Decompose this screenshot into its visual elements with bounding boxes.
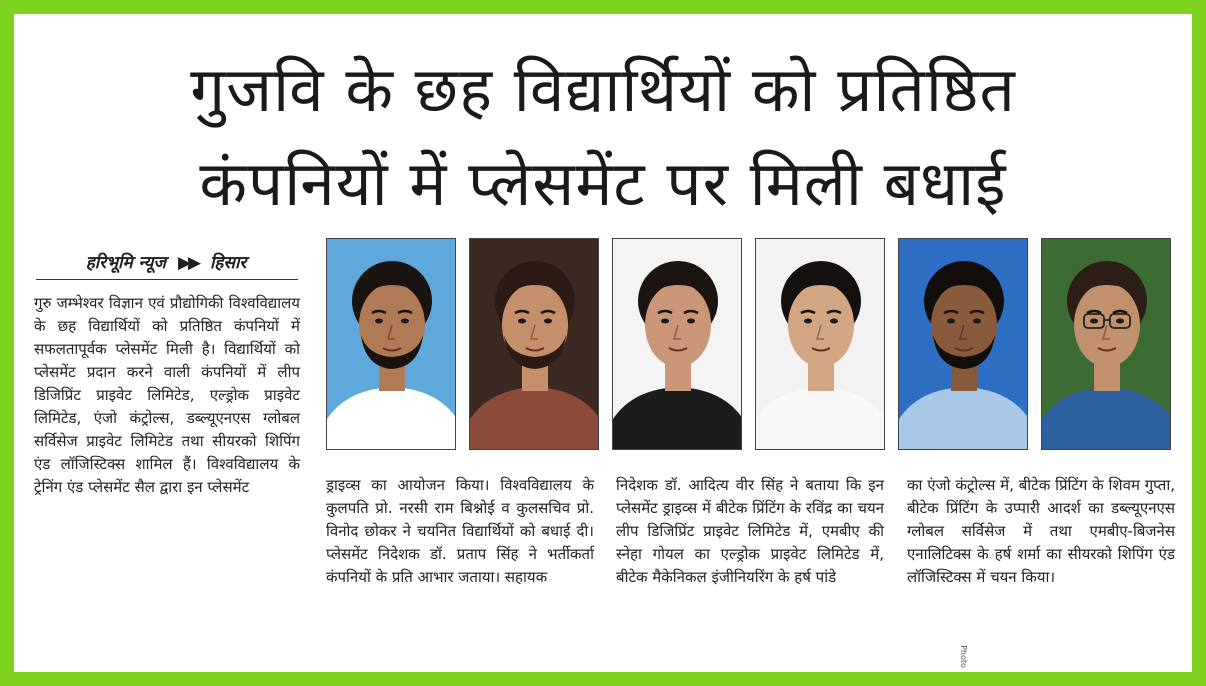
byline-place: हिसार	[210, 253, 247, 273]
byline-source: हरिभूमि न्यूज	[85, 253, 167, 273]
byline-divider	[36, 279, 298, 280]
student-photo-5	[898, 238, 1028, 450]
photo-credit: Photo	[958, 645, 968, 668]
byline	[36, 250, 296, 273]
student-photo-2	[469, 238, 599, 450]
student-photo-4	[755, 238, 885, 450]
article-column-3: निदेशक डॉ. आदित्य वीर सिंह ने बताया कि इन प्लेसमेंट ड्राइव्स में बीटेक प्रिंटिंग के रविंद्र का चयन लीप डिजिप्रिंट प्राइवेट लिमिटेड में, एमबीए की स्नेहा गोयल का एल्ड्रोक प्राइवेट लिमिटेड में, बीटेक मैकेनिकल इंजीनियरिंग के हर्ष पांडे	[616, 476, 884, 586]
student-photo-1	[326, 238, 456, 450]
article-column-1: गुरु जम्भेश्वर विज्ञान एवं प्रौद्योगिकी विश्वविद्यालय के छह विद्यार्थियों को प्रतिष्ठित कंपनियों में सफलतापूर्वक प्लेसमेंट मिली है। विद्यार्थियों को प्लेसमेंट प्रदान करने वाली कंपनियों में लीप डिजिप्रिंट प्राइवेट लिमिटेड, एल्ड्रोक प्राइवेट लिमिटेड, एंजो कंट्रोल्स, डब्ल्यूएनएस ग्लोबल सर्विसेज प्राइवेट लिमिटेड तथा सीयरको शिपिंग एंड लॉजिस्टिक्स शामिल हैं। विश्वविद्यालय के ट्रेनिंग एंड प्लेसमेंट सैल द्वारा इन प्लेसमेंट	[34, 294, 300, 496]
article-column-2: ड्राइव्स का आयोजन किया। विश्वविद्यालय के कुलपति प्रो. नरसी राम बिश्नोई व कुलसचिव प्रो. विनोद छोकर ने चयनित विद्यार्थियों को बधाई दी। प्लेसमेंट निदेशक डॉ. प्रताप सिंह ने भर्तीकर्ता कंपनियों के प्रति आभार जताया। सहायक	[326, 476, 594, 586]
article-column-4: का एंजो कंट्रोल्स में, बीटेक प्रिंटिंग के शिवम गुप्ता, बीटेक प्रिंटिंग के उप्पारी आदर्श का डब्ल्यूएनएस ग्लोबल सर्विसेज में तथा एमबीए-बिजनेस एनालिटिक्स के हर्ष शर्मा का सीयरको शिपिंग एंड लॉजिस्टिक्स में चयन किया।	[907, 476, 1175, 586]
byline-separator-icon: ▶▶	[177, 253, 199, 273]
student-photo-3	[612, 238, 742, 450]
newspaper-clipping	[14, 14, 1192, 672]
headline-line-2: कंपनियों में प्लेसमेंट पर मिली बधाई	[199, 147, 1007, 220]
student-photo-6	[1041, 238, 1171, 450]
headline-line-1: गुजवि के छह विद्यार्थियों को प्रतिष्ठित	[190, 53, 1016, 126]
